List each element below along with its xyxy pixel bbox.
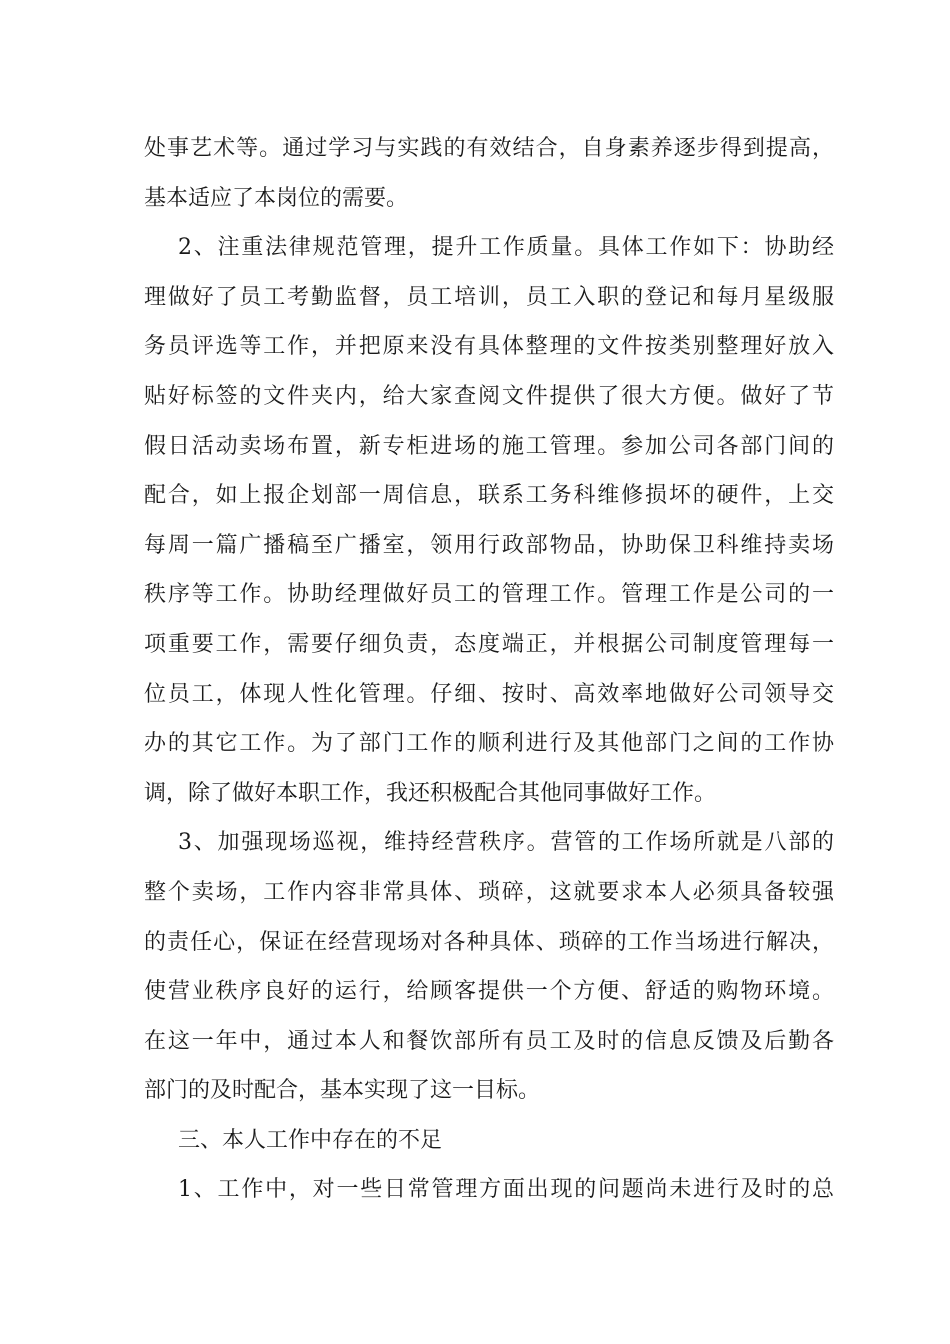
- text-line: 秩序等工作。协助经理做好员工的管理工作。管理工作是公司的一: [144, 582, 834, 608]
- text-line: 在这一年中，通过本人和餐饮部所有员工及时的信息反馈及后勤各: [144, 1028, 834, 1054]
- text-line: 贴好标签的文件夹内，给大家查阅文件提供了很大方便。做好了节: [144, 383, 834, 409]
- text-line: 务员评选等工作，并把原来没有具体整理的文件按类别整理好放入: [144, 334, 834, 360]
- text-line: 使营业秩序良好的运行，给顾客提供一个方便、舒适的购物环境。: [144, 979, 834, 1005]
- text-line: 基本适应了本岗位的需要。: [144, 185, 409, 211]
- text-line: 配合，如上报企划部一周信息，联系工务科维修损坏的硬件，上交: [144, 483, 834, 509]
- text-line: 调，除了做好本职工作，我还积极配合其他同事做好工作。: [144, 780, 717, 806]
- text-line: 处事艺术等。通过学习与实践的有效结合，自身素养逐步得到提高，: [144, 136, 834, 161]
- text-line: 项重要工作，需要仔细负责，态度端正，并根据公司制度管理每一: [144, 631, 834, 657]
- text-line: 理做好了员工考勤监督，员工培训，员工入职的登记和每月星级服: [144, 284, 834, 310]
- text-line: 整个卖场，工作内容非常具体、琐碎，这就要求本人必须具备较强: [144, 879, 834, 905]
- text-line: 2、注重法律规范管理，提升工作质量。具体工作如下：协助经: [178, 235, 834, 261]
- text-line: 部门的及时配合，基本实现了这一目标。: [144, 1078, 541, 1104]
- text-line: 每周一篇广播稿至广播室，领用行政部物品，协助保卫科维持卖场: [144, 532, 834, 558]
- document-body: [144, 124, 834, 1215]
- text-line: 1、工作中，对一些日常管理方面出现的问题尚未进行及时的总: [178, 1177, 834, 1203]
- section-heading: 三、本人工作中存在的不足: [178, 1127, 443, 1153]
- text-line: 的责任心，保证在经营现场对各种具体、琐碎的工作当场进行解决，: [144, 929, 834, 955]
- text-line: 位员工，体现人性化管理。仔细、按时、高效率地做好公司领导交: [144, 681, 834, 707]
- text-line: 办的其它工作。为了部门工作的顺利进行及其他部门之间的工作协: [144, 731, 834, 757]
- text-line: 3、加强现场巡视，维持经营秩序。营管的工作场所就是八部的: [178, 830, 834, 856]
- text-line: 假日活动卖场布置，新专柜进场的施工管理。参加公司各部门间的: [144, 433, 834, 459]
